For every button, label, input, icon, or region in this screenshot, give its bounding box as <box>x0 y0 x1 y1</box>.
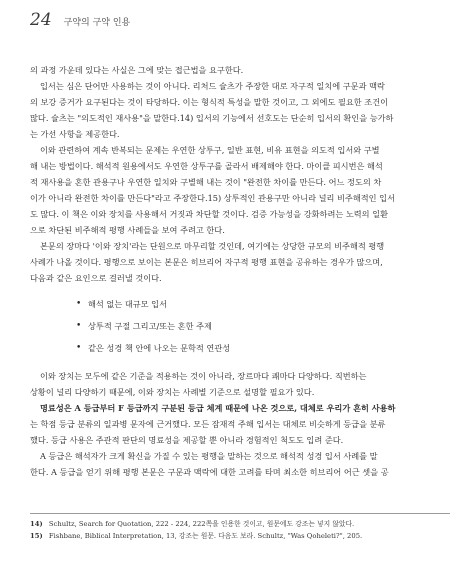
paragraph <box>30 448 450 480</box>
text-line: 다음과 같은 요인으로 걸러낼 것이다. <box>30 273 162 283</box>
bullet-icon: • <box>76 343 82 353</box>
footnote-text: Schultz, Search for Quotation, 222 - 224, 222쪽을 인용한 것이고, 원문에도 강조는 넣지 않았다. <box>48 520 355 528</box>
running-title: 구약의 구약 인용 <box>63 18 131 28</box>
footnotes <box>30 518 450 542</box>
list-item-text: 같은 성경 책 안에 나오는 문학적 연관성 <box>88 343 231 353</box>
text-line: 이와 장치는 모두에 같은 기준을 적용하는 것이 아니라, 장르마다 쾌마다 다양하다. 직번하는 <box>40 371 367 381</box>
footnote <box>30 518 450 530</box>
text-line: A 등급은 해석자가 크게 확신을 가질 수 있는 평행을 말하는 것으로 해석적 성경 입서 사례를 말 <box>40 451 378 461</box>
text-line: 해 내는 방법이다. 해석적 원용에서도 우연한 상투구를 골라서 배제해야 한다. 마이클 피시번은 해석 <box>30 161 383 171</box>
text-line: 많다. 슐츠는 "의도적인 재사용"을 말한다.14) 입서의 기능에서 선호도는 단순히 입서의 확인을 능가하 <box>30 113 394 123</box>
paragraph <box>30 368 450 400</box>
footnote-number: 14) <box>30 520 43 528</box>
text-line: 한다. A 등급을 얻기 위해 평행 본문은 구문과 맥락에 대한 고려를 타며 최소한 히브리어 어근 셋을 공 <box>30 467 389 477</box>
text-line: 사례가 나올 것이다. 평행으로 보이는 본문은 히브리어 자구적 평행 표현을 공유하는 경우가 많으며, <box>30 257 383 267</box>
text-line: 명료성은 A 등급부터 F 등급까지 구분된 등급 체계 때문에 나온 것으로, 대체로 우리가 흔히 사용하 <box>40 403 396 413</box>
footnote-text: Fishbane, Biblical Interpretation, 13, 강조는 원문. 다음도 보라. Schultz, "Was Qoheleti?", 205. <box>48 532 363 540</box>
page-number: 24 <box>30 10 52 30</box>
footnote-number: 15) <box>30 532 43 540</box>
footnote <box>30 530 450 542</box>
text-line: 도 많다. 이 책은 이와 장치를 사용해서 거짓과 차단할 것이다. 검증 가능성을 강화하려는 노력의 일환 <box>30 209 389 219</box>
list-item <box>30 293 450 315</box>
list-item <box>30 337 450 359</box>
text-line: 입서는 심은 단어만 사용하는 것이 아니다. 리처드 슐츠가 주장한 대로 자구적 일치에 구문과 맥락 <box>40 81 385 91</box>
bullet-icon: • <box>76 321 82 331</box>
list-item-text: 상투적 구절 그리고/또는 혼한 주제 <box>88 321 212 331</box>
bullet-icon: • <box>76 299 82 309</box>
paragraph <box>30 400 450 448</box>
page-header <box>30 10 130 30</box>
text-line: 의 보강 증거가 요구된다는 것이 타당하다. 이는 형식적 특성을 말한 것이고, 그 외에도 필요한 조건이 <box>30 97 389 107</box>
text-line: 이가 아니라 완전한 차이를 만든다"라고 주장한다.15) 상투적인 관용구만 아니라 널리 비주해적인 입서 <box>30 193 395 203</box>
text-line: 본문의 장마다 '이와 장치'라는 단원으로 마무리할 것인데, 여기에는 상당한 규모의 비주해적 평행 <box>40 241 385 251</box>
paragraph <box>30 238 450 286</box>
text-line: 상황이 널리 다양하기 때문에, 이와 장치는 사례별 기준으로 설명할 필요가 있다. <box>30 387 315 397</box>
text-line: 는 가선 사항을 제공한다. <box>30 129 120 139</box>
body-text <box>30 62 450 480</box>
text-line: 으로 차단된 비주해적 평행 사례들을 보여 주려고 한다. <box>30 225 225 235</box>
text-line: 적 재사용을 혼한 관용구나 우연한 일치와 구별해 내는 것이 "완전한 차이를 만든다. 어느 정도의 차 <box>30 177 382 187</box>
paragraph <box>30 78 450 142</box>
list-item <box>30 315 450 337</box>
paragraph <box>30 62 450 78</box>
text-line: 는 학점 등급 분류의 일과병 문자에 근거했다. 모든 잠재적 주해 입서는 대체로 비슷하게 등급을 분류 <box>30 419 386 429</box>
list-item-text: 해석 없는 대규모 입서 <box>88 299 167 309</box>
paragraph <box>30 142 450 238</box>
text-line: 이와 관련하여 계속 반복되는 문제는 우연한 상투구, 일반 표현, 비유 표현을 의도적 입서와 구별 <box>40 145 380 155</box>
footnote-divider <box>30 513 450 514</box>
text-line: 의 과정 가운데 있다는 사실은 그에 맞는 접근법을 요구한다. <box>30 65 244 75</box>
bullet-list <box>30 293 450 359</box>
text-line: 했다. 등급 사용은 주관적 판단의 명료성을 제공할 뿐 아니라 경험적인 척도도 입려 준다. <box>30 435 344 445</box>
